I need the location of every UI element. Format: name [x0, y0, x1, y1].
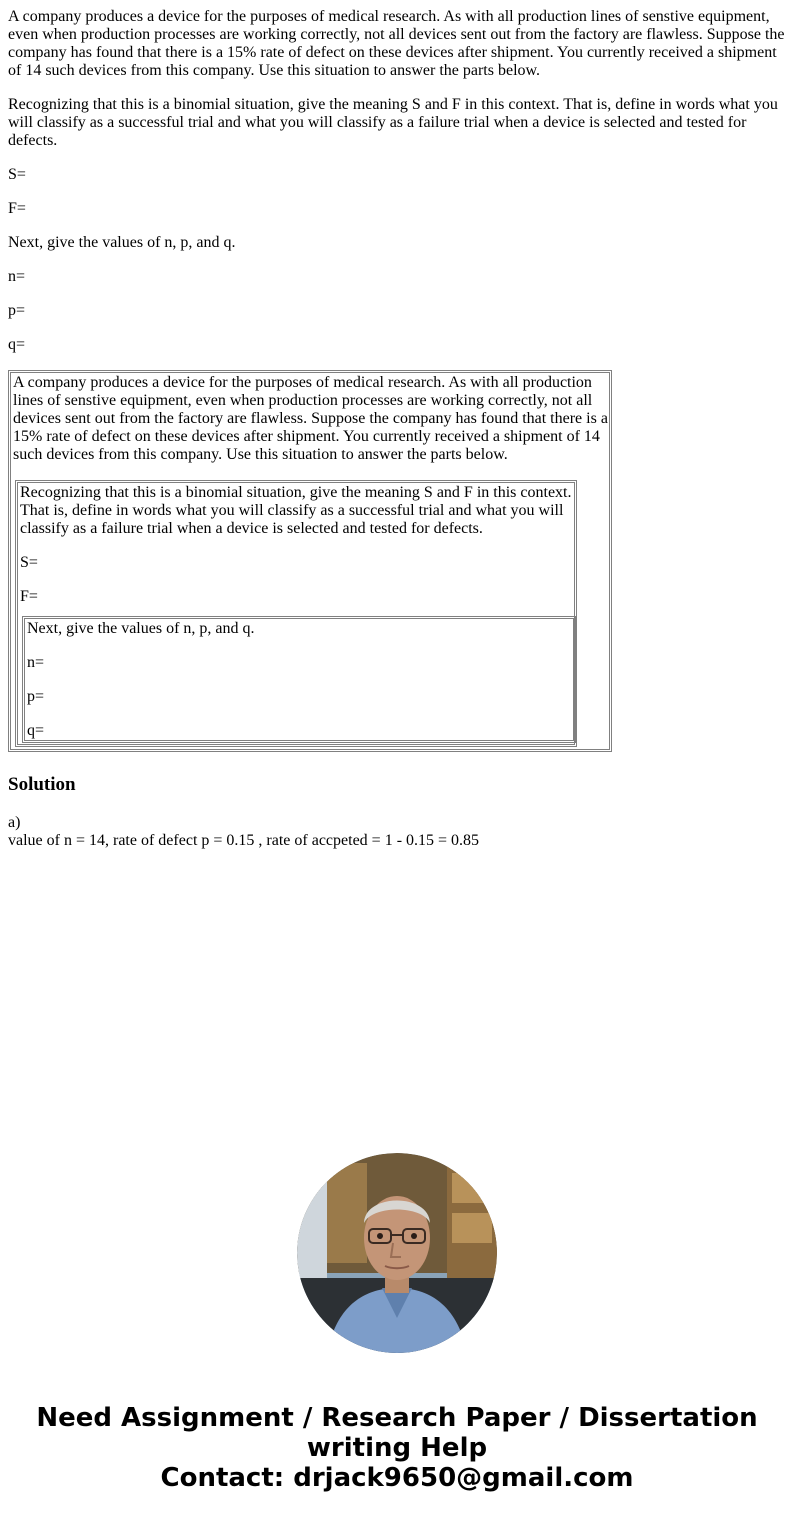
question-part1: Recognizing that this is a binomial situation, give the meaning S and F in this context. That is, define in words what you will classify as a successful trial and what you will classify as a failure trial when a device is selected and tested for defects. — [8, 96, 778, 149]
subquestion-table — [15, 480, 577, 747]
promo-line-1: Need Assignment / Research Paper / Dissertation — [36, 1403, 758, 1433]
table-question-part2: Next, give the values of n, p, and q. — [27, 620, 255, 637]
s-label: S= — [8, 166, 26, 183]
n-label: n= — [8, 268, 26, 285]
question-intro: A company produces a device for the purposes of medical research. As with all production lines of senstive equipment, even when production processes are working correctly, not all devices sent out from the factory are flawless. Suppose the company has found that there is a 15% rate of defect on these devices after shipment. You currently received a shipment of 14 such devices from this company. Use this situation to answer the parts below. — [8, 8, 785, 79]
promo-banner — [0, 1403, 794, 1493]
tutor-photo-image — [297, 1153, 497, 1353]
table-s-label: S= — [20, 554, 38, 571]
table-question-intro: A company produces a device for the purposes of medical research. As with all production lines of senstive equipment, even when production processes are working correctly, not all devices sent out from the factory are flawless. Suppose the company has found that there is a 15% rate of defect on these devices after shipment. You currently received a shipment of 14 such devices from this company. Use this situation to answer the parts below. — [13, 374, 608, 463]
values-table-cell — [24, 618, 574, 741]
q-label: q= — [8, 336, 26, 353]
table-q-label: q= — [27, 722, 45, 739]
promo-contact[interactable]: Contact: drjack9650@gmail.com — [160, 1463, 634, 1493]
solution-heading: Solution — [8, 774, 76, 795]
table-p-label: p= — [27, 688, 45, 705]
document-body — [8, 8, 786, 850]
promo-line-2: writing Help — [306, 1433, 488, 1463]
question-table-cell — [10, 372, 610, 750]
question-table — [8, 370, 612, 752]
f-label: F= — [8, 200, 26, 217]
solution-text: value of n = 14, rate of defect p = 0.15 , rate of accpeted = 1 - 0.15 = 0.85 — [8, 832, 480, 849]
solution-part-label: a) — [8, 814, 21, 831]
question-part2: Next, give the values of n, p, and q. — [8, 234, 236, 251]
table-f-label: F= — [20, 588, 38, 605]
p-label: p= — [8, 302, 26, 319]
tutor-photo — [297, 1153, 497, 1353]
table-n-label: n= — [27, 654, 45, 671]
values-table — [22, 616, 576, 743]
subquestion-table-cell — [17, 482, 575, 745]
table-question-part1: Recognizing that this is a binomial situation, give the meaning S and F in this context. That is, define in words what you will classify as a successful trial and what you will classify as a failure trial when a device is selected and tested for defects. — [20, 484, 572, 537]
